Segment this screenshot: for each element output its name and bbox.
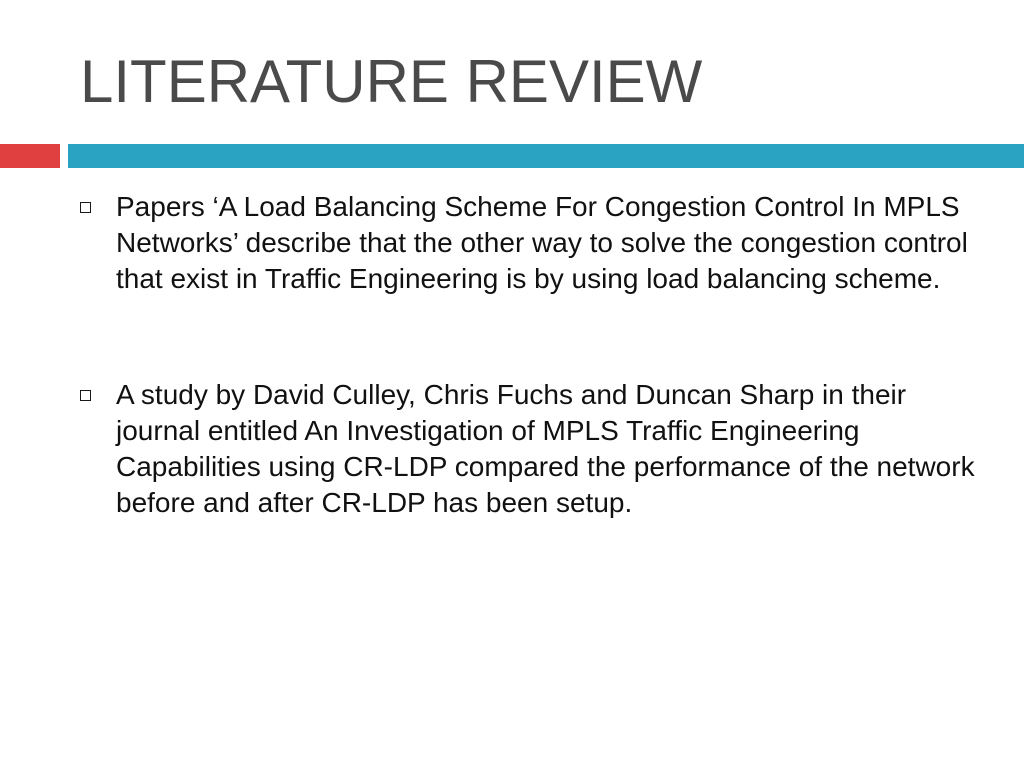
bullet-item [78,189,988,297]
title-accent-bar-blue [68,144,1024,168]
title-accent-bar-red [0,144,60,168]
hollow-square-icon [80,390,91,401]
bullet-text: Papers ‘A Load Balancing Scheme For Congestion Control In MPLS Networks’ describe that the other way to solve the congestion control that exist in Traffic Engineering is by using load balancing scheme. [116,191,968,294]
bullet-list [78,189,988,521]
hollow-square-icon [80,202,91,213]
bullet-text: A study by David Culley, Chris Fuchs and Duncan Sharp in their journal entitled An Investigation of MPLS Traffic Engineering Capabilities using CR-LDP compared the performance of the network before and after CR-LDP has been setup. [116,379,975,518]
slide-title: LITERATURE REVIEW [80,48,703,115]
bullet-item [78,377,988,521]
